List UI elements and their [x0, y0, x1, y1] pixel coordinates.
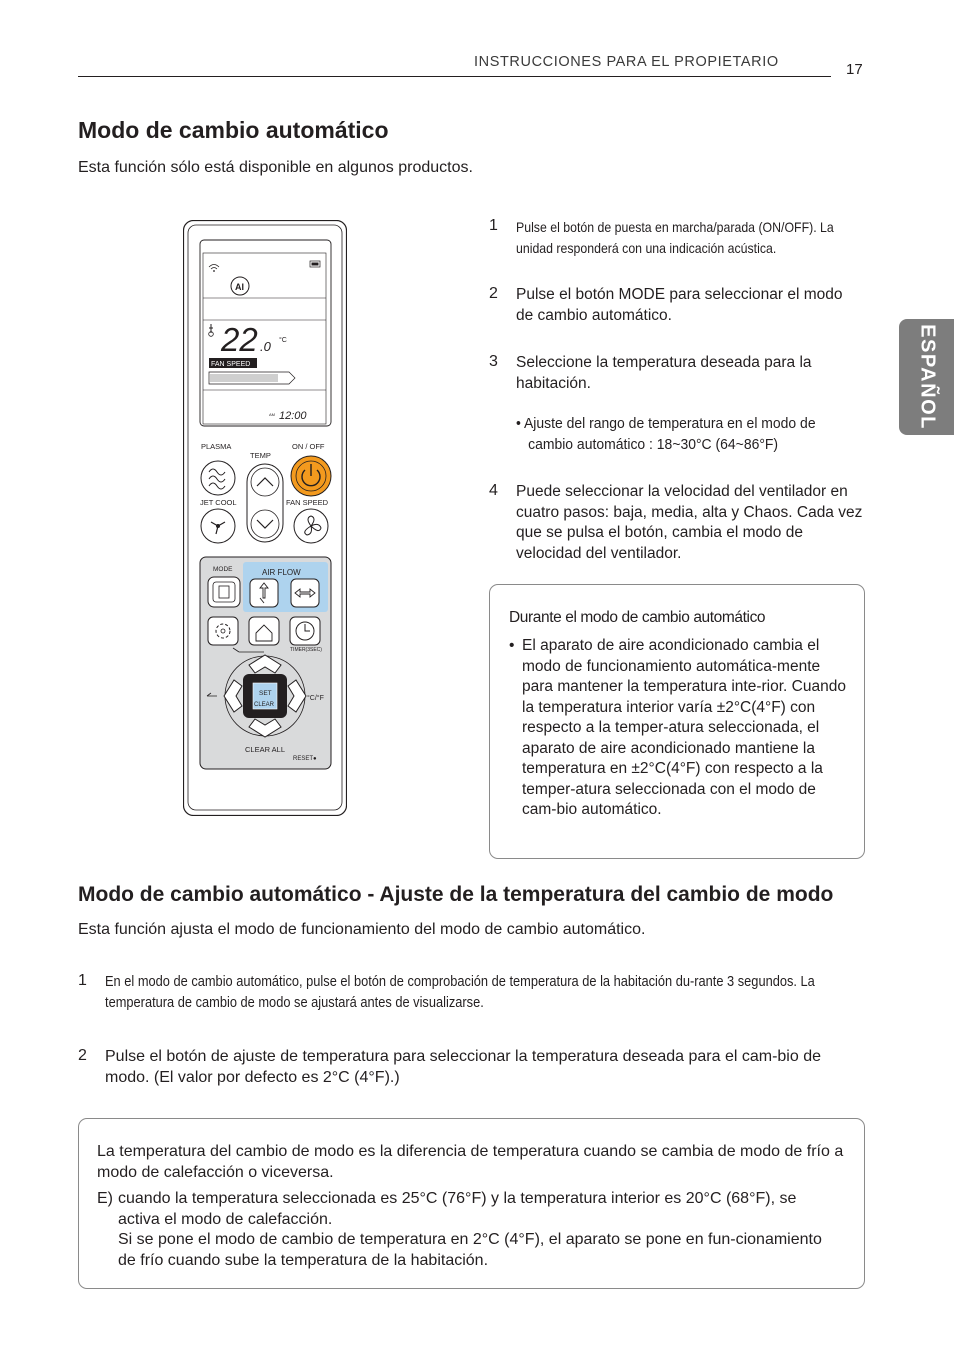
section-2-title: Modo de cambio automático - Ajuste de la temperatura del cambio de modo	[78, 883, 834, 906]
label-reset: RESET●	[293, 756, 317, 762]
label-clear: CLEAR	[254, 702, 275, 708]
step-2-number: 2	[489, 285, 498, 302]
step-3-text: Seleccione la temperatura deseada para la habitación.	[516, 354, 812, 392]
header-rule	[78, 76, 831, 77]
section-intro: Esta función sólo está disponible en algunos productos.	[78, 159, 473, 176]
temperature-range-bullet: • Ajuste del rango de temperatura en el modo de cambio automático : 18~30°C (64~86°F)	[516, 415, 816, 453]
label-set: SET	[259, 690, 272, 697]
label-clear-all: CLEAR ALL	[245, 745, 286, 754]
display-clock: 12:00	[279, 410, 307, 422]
display-decimal: .0	[260, 339, 271, 354]
language-tab-label: ESPAÑOL	[916, 324, 938, 430]
language-tab	[899, 319, 954, 435]
section-title: Modo de cambio automático	[78, 117, 389, 143]
label-on-off: ON / OFF	[292, 442, 325, 451]
display-clock-prefix: AM	[269, 412, 275, 417]
step-2-text: Pulse el botón MODE para seleccionar el modo de cambio automático.	[516, 286, 843, 324]
section-2-step-2-number: 2	[78, 1047, 87, 1064]
step-4-text: Puede seleccionar la velocidad del ventilador en cuatro pasos: baja, media, alta y Chaos. Cada vez que se pulsa el botón, cambia el modo de velocidad del ventilador.	[516, 483, 863, 562]
note-title: Durante el modo de cambio automático	[509, 609, 766, 626]
page-number: 17	[846, 61, 863, 78]
display-fan-speed-label: FAN SPEED	[211, 361, 251, 368]
display-unit: °C	[279, 337, 287, 344]
section-2-step-1-number: 1	[78, 972, 87, 989]
running-header: INSTRUCCIONES PARA EL PROPIETARIO	[474, 54, 779, 70]
label-temp: TEMP	[250, 451, 271, 460]
info-box	[78, 1118, 865, 1289]
label-timer: TIMER(3SEC)	[290, 647, 322, 653]
step-3-number: 3	[489, 353, 498, 370]
note-bullet: •	[509, 637, 515, 654]
info-box-example-text: cuando la temperatura seleccionada es 25°C (76°F) y la temperatura interior es 20°C (68°F), se activa el modo de calefacción.	[118, 1190, 797, 1228]
note-box	[489, 584, 865, 859]
label-air-flow: AIR FLOW	[262, 568, 301, 577]
step-4-number: 4	[489, 482, 498, 499]
display-temperature: 22	[221, 321, 258, 358]
section-2-step-1-text: En el modo de cambio automático, pulse el botón de comprobación de temperatura de la habitación du-rante 3 segundos. La temperatura de cambio de modo se ajustará antes de visualizarse.	[105, 974, 815, 1011]
section-2-step-2-text: Pulse el botón de ajuste de temperatura para seleccionar la temperatura deseada para el cam-bio de modo. (El valor por defecto es 2°C (4°F).)	[105, 1048, 821, 1086]
note-body	[509, 636, 849, 821]
step-1-text: Pulse el botón de puesta en marcha/parada (ON/OFF). La unidad responderá con una indicación acústica.	[516, 219, 834, 256]
label-jet-cool: JET COOL	[200, 498, 237, 507]
label-unit-toggle: °C/°F	[307, 695, 324, 702]
step-1-number: 1	[489, 217, 498, 234]
display-ai: AI	[235, 282, 244, 292]
label-fan-speed: FAN SPEED	[286, 498, 329, 507]
info-box-example-prefix: E)	[97, 1190, 113, 1207]
remote-control-illustration	[183, 220, 347, 816]
info-box-paragraph-3: Si se pone el modo de cambio de temperatura en 2°C (4°F), el aparato se pone en fun-cionamiento de frío cuando sube la temperatura de la habitación.	[118, 1231, 822, 1269]
section-2-intro: Esta función ajusta el modo de funcionamiento del modo de cambio automático.	[78, 921, 646, 938]
info-box-paragraph-1: La temperatura del cambio de modo es la diferencia de temperatura cuando se cambia de modo de frío a modo de calefacción o viceversa.	[97, 1143, 844, 1181]
note-text: El aparato de aire acondicionado cambia el modo de funcionamiento automática-mente para mantener la temperatura inte-rior. Cuando la temperatura interior varía ±2°C(4°F) con respecto a la temper-atura seleccionada, el aparato de aire acondicionado mantiene la temperatura en ±2°C(4°F) con respecto a la temper-atura seleccionada con el modo de cam-bio automático.	[522, 637, 846, 818]
label-mode: MODE	[213, 566, 233, 573]
label-plasma: PLASMA	[201, 442, 232, 451]
